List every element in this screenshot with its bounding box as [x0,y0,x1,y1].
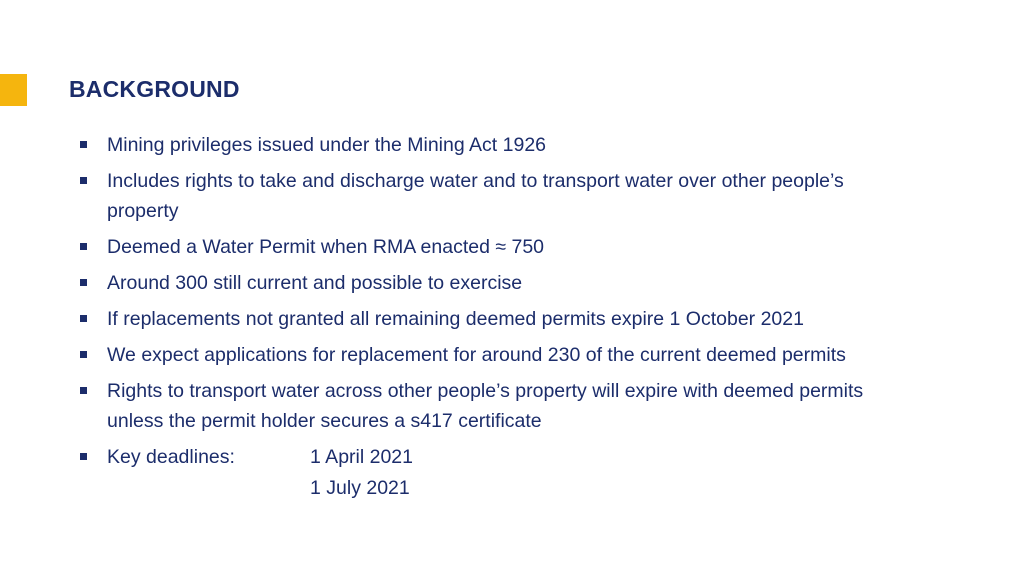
square-bullet-icon [80,279,87,286]
bullet-line: If replacements not granted all remaining deemed permits expire 1 October 2021 [107,308,804,330]
bullet-text [107,130,947,160]
square-bullet-icon [80,351,87,358]
bullet-text [107,268,947,298]
square-bullet-icon [80,243,87,250]
square-bullet-icon [80,387,87,394]
bullet-text [107,304,947,334]
square-bullet-icon [80,315,87,322]
bullet-line: Mining privileges issued under the Mining Act 1926 [107,134,547,156]
square-bullet-icon [80,177,87,184]
bullet-text [107,340,947,370]
square-bullet-icon [80,453,87,460]
bullet-line: We expect applications for replacement for around 230 of the current deemed permits [107,344,846,366]
bullet-line: Rights to transport water across other people’s property will expire with deemed permits [107,380,864,402]
deadline-date: 1 April 2021 [310,446,413,468]
slide-title: BACKGROUND [69,76,240,102]
bullet-line: unless the permit holder secures a s417 certificate [107,410,542,432]
bullet-line: Includes rights to take and discharge water and to transport water over other people’s [107,170,844,192]
title-accent-block [0,74,27,106]
deadline-date: 1 July 2021 [310,477,410,499]
bullet-line: property [107,200,179,222]
bullet-line: Around 300 still current and possible to exercise [107,272,523,294]
bullet-text [107,376,947,436]
bullet-line: Deemed a Water Permit when RMA enacted ≈ 750 [107,236,545,258]
bullet-text [107,166,947,226]
deadlines-label: Key deadlines: [107,446,235,468]
bullet-text [107,232,947,262]
square-bullet-icon [80,141,87,148]
